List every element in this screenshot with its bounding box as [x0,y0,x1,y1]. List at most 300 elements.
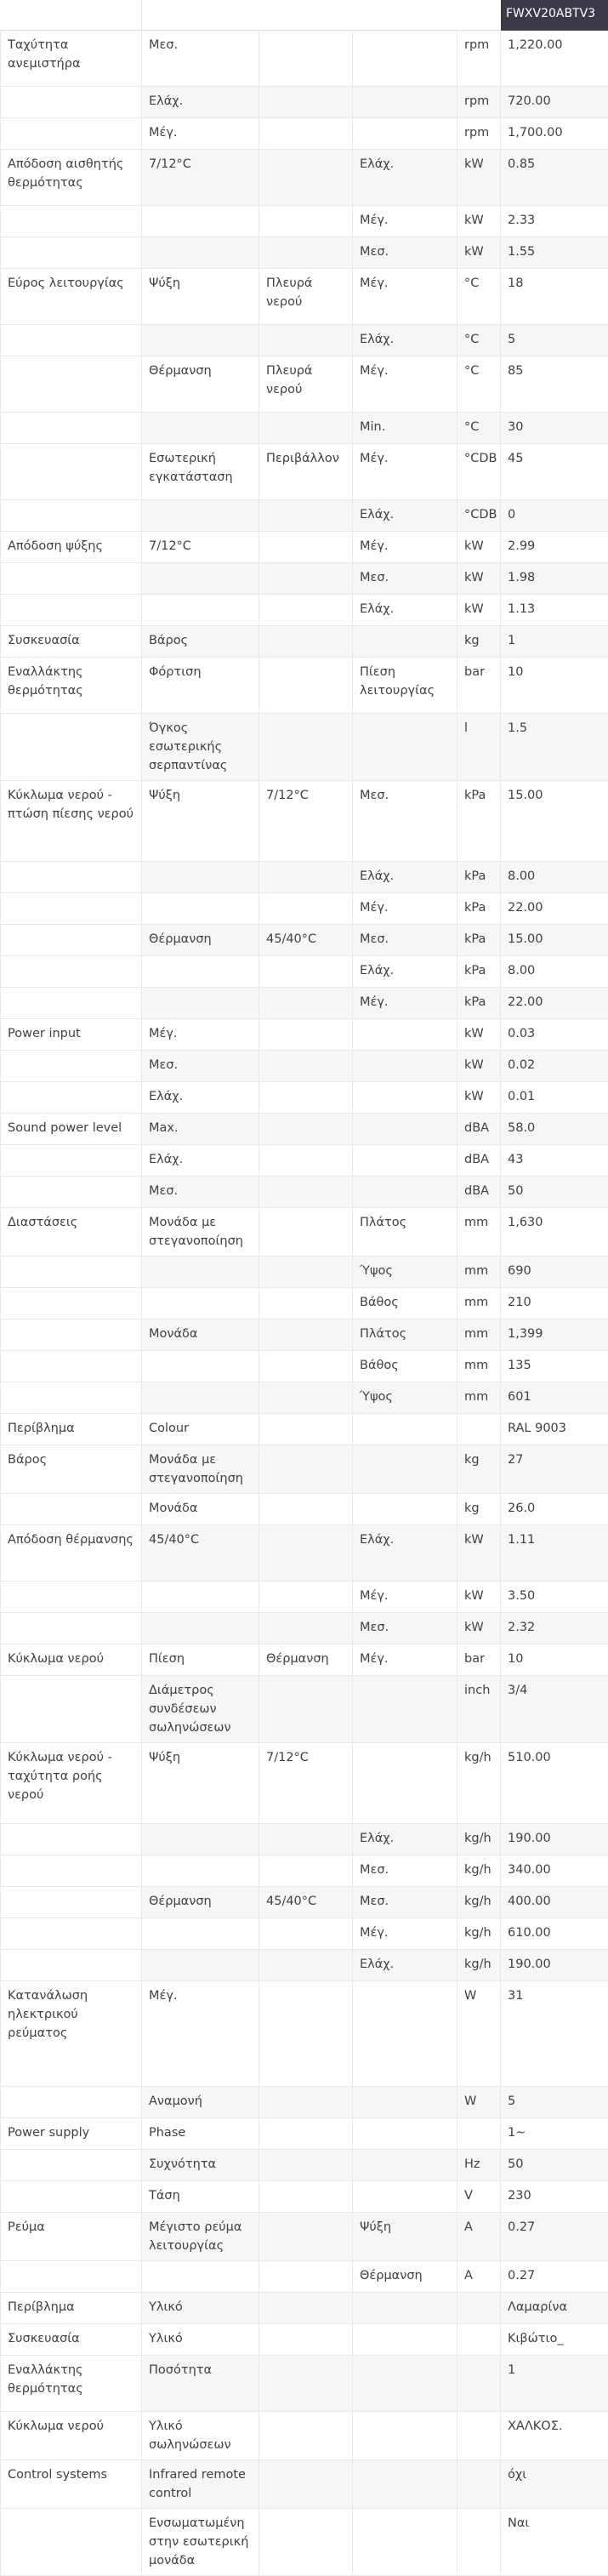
row-qualifier: Ελάχ. [353,862,457,893]
row-label [1,1582,142,1613]
row-label: Συσκευασία [1,2324,142,2356]
row-qualifier [353,2150,457,2181]
row-label: Κύκλωμα νερού - ταχύτητα ροής νερού [1,1743,142,1824]
row-value: 5 [501,325,608,356]
row-label [1,1177,142,1208]
row-qualifier [353,1019,457,1051]
row-label [1,1950,142,1981]
row-condition [259,2412,353,2460]
row-condition [259,206,353,237]
row-qualifier [353,1414,457,1445]
row-unit: mm [457,1382,501,1414]
row-unit: kPa [457,988,501,1019]
row-value: 30 [501,413,608,444]
row-qualifier: Ελάχ. [353,1950,457,1981]
table-row [1,31,608,87]
row-sublabel: Μονάδα [142,1319,259,1351]
row-label [1,862,142,893]
table-row [1,1319,608,1351]
row-value: 720.00 [501,87,608,118]
table-row [1,500,608,532]
row-condition [259,2181,353,2213]
row-condition [259,532,353,563]
table-row [1,1351,608,1382]
row-label: Διαστάσεις [1,1208,142,1257]
row-label [1,1351,142,1382]
row-qualifier: Πίεση λειτουργίας [353,658,457,714]
row-qualifier: Μέγ. [353,1918,457,1950]
row-label: Συσκευασία [1,626,142,658]
row-label [1,1824,142,1855]
row-unit: kW [457,1525,501,1582]
row-label [1,1051,142,1082]
table-row [1,563,608,595]
row-condition [259,2087,353,2118]
row-unit: kg/h [457,1855,501,1887]
row-sublabel: Ψύξη [142,269,259,325]
row-qualifier [353,1177,457,1208]
table-row [1,532,608,563]
row-sublabel: Μεσ. [142,31,259,87]
row-label: Απόδοση αισθητής θερμότητας [1,150,142,206]
row-label [1,206,142,237]
row-qualifier: Μέγ. [353,356,457,413]
row-label [1,1887,142,1918]
row-qualifier: Μέγ. [353,269,457,325]
row-label [1,2150,142,2181]
row-label [1,237,142,269]
row-sublabel: Υλικό σωληνώσεων [142,2412,259,2460]
spec-table-body [1,1,608,2576]
row-condition [259,237,353,269]
row-value: Λαμαρίνα [501,2293,608,2324]
row-sublabel: Ψύξη [142,1743,259,1824]
header-blank-cell [259,1,353,31]
row-value: 0.03 [501,1019,608,1051]
row-qualifier: Μέγ. [353,893,457,925]
row-label: Απόδοση θέρμανσης [1,1525,142,1582]
row-label [1,1288,142,1319]
table-row [1,206,608,237]
row-condition [259,658,353,714]
table-row [1,118,608,150]
row-qualifier [353,2181,457,2213]
header-blank-cell [457,1,501,31]
row-value: 85 [501,356,608,413]
row-label [1,1918,142,1950]
row-unit: Hz [457,2150,501,2181]
row-sublabel [142,595,259,626]
row-unit: °CDB [457,500,501,532]
row-value: 26.0 [501,1494,608,1525]
row-condition [259,956,353,988]
row-sublabel: Εσωτερική εγκατάσταση [142,444,259,500]
row-qualifier: Ψύξη [353,2213,457,2261]
row-label: Control systems [1,2460,142,2509]
header-blank-cell [1,1,142,31]
row-value: 1 [501,2356,608,2412]
row-unit [457,1414,501,1445]
row-label [1,2261,142,2293]
row-label [1,87,142,118]
table-row [1,2181,608,2213]
row-label [1,444,142,500]
row-value: 10 [501,1644,608,1676]
row-label [1,1082,142,1114]
row-value: ΧΑΛΚΟΣ. [501,2412,608,2460]
row-condition [259,893,353,925]
row-unit: A [457,2261,501,2293]
row-qualifier: Ελάχ. [353,956,457,988]
row-sublabel [142,1582,259,1613]
row-sublabel: Θέρμανση [142,1887,259,1918]
row-value: 3.50 [501,1582,608,1613]
row-condition [259,1145,353,1177]
row-label: Sound power level [1,1114,142,1145]
table-row [1,356,608,413]
row-unit: kg/h [457,1743,501,1824]
table-row [1,1981,608,2087]
table-row [1,1824,608,1855]
table-row [1,626,608,658]
row-unit: mm [457,1351,501,1382]
row-condition [259,1177,353,1208]
table-row [1,237,608,269]
table-row [1,87,608,118]
row-value: 510.00 [501,1743,608,1824]
row-sublabel: Αναμονή [142,2087,259,2118]
table-row [1,269,608,325]
row-condition: 7/12°C [259,781,353,862]
table-row [1,988,608,1019]
row-qualifier: Ελάχ. [353,500,457,532]
row-condition: 45/40°C [259,925,353,956]
row-qualifier: Ελάχ. [353,1525,457,1582]
table-row [1,1950,608,1981]
row-unit [457,2356,501,2412]
row-condition [259,626,353,658]
row-unit: kPa [457,925,501,956]
row-value: 58.0 [501,1114,608,1145]
table-row [1,1445,608,1494]
row-qualifier: Μεσ. [353,781,457,862]
row-label: Power supply [1,2118,142,2150]
row-unit: V [457,2181,501,2213]
row-label [1,956,142,988]
table-header-row [1,1,608,31]
row-sublabel [142,1382,259,1414]
table-row [1,925,608,956]
row-value: 190.00 [501,1824,608,1855]
row-qualifier [353,1145,457,1177]
row-sublabel [142,237,259,269]
row-value: 1~ [501,2118,608,2150]
row-sublabel: Φόρτιση [142,658,259,714]
row-condition [259,1082,353,1114]
row-label [1,988,142,1019]
row-sublabel: Colour [142,1414,259,1445]
row-qualifier [353,626,457,658]
row-unit: kW [457,1582,501,1613]
row-value: 31 [501,1981,608,2087]
row-value: 3/4 [501,1676,608,1743]
row-sublabel [142,2261,259,2293]
row-qualifier [353,2118,457,2150]
row-unit: mm [457,1319,501,1351]
row-qualifier [353,1494,457,1525]
row-unit: kW [457,1613,501,1644]
table-row [1,1145,608,1177]
row-value: 5 [501,2087,608,2118]
row-value: 0 [501,500,608,532]
row-condition [259,1855,353,1887]
row-unit: W [457,2087,501,2118]
row-value: 0.02 [501,1051,608,1082]
row-label [1,1855,142,1887]
row-sublabel: Συχνότητα [142,2150,259,2181]
row-condition [259,988,353,1019]
header-blank-cell [353,1,457,31]
row-qualifier [353,2460,457,2509]
row-sublabel [142,1288,259,1319]
row-label: Εναλλάκτης θερμότητας [1,2356,142,2412]
row-qualifier [353,714,457,781]
table-row [1,1208,608,1257]
row-sublabel [142,500,259,532]
row-condition [259,31,353,87]
row-unit: kPa [457,893,501,925]
row-qualifier [353,1743,457,1824]
row-condition [259,2213,353,2261]
row-label [1,500,142,532]
row-sublabel: Ελάχ. [142,1145,259,1177]
row-unit: l [457,714,501,781]
row-sublabel [142,1950,259,1981]
row-qualifier [353,2412,457,2460]
row-value: 45 [501,444,608,500]
row-unit: kW [457,237,501,269]
row-condition [259,2150,353,2181]
row-label: Κύκλωμα νερού [1,1644,142,1676]
row-condition [259,1676,353,1743]
row-condition [259,2293,353,2324]
row-value: 230 [501,2181,608,2213]
row-sublabel: Όγκος εσωτερικής σερπαντίνας [142,714,259,781]
row-value: Ναι [501,2509,608,2576]
row-sublabel [142,1351,259,1382]
table-row [1,1414,608,1445]
row-sublabel [142,893,259,925]
row-label [1,118,142,150]
table-row [1,714,608,781]
row-sublabel: Θέρμανση [142,925,259,956]
row-unit: °C [457,325,501,356]
row-label: Power input [1,1019,142,1051]
row-condition [259,325,353,356]
row-condition [259,150,353,206]
row-unit: mm [457,1208,501,1257]
row-value: 10 [501,658,608,714]
table-row [1,2412,608,2460]
row-qualifier: Πλάτος [353,1208,457,1257]
row-unit: kW [457,563,501,595]
table-row [1,1644,608,1676]
row-sublabel: Μεσ. [142,1177,259,1208]
row-unit: bar [457,1644,501,1676]
row-sublabel: Max. [142,1114,259,1145]
row-unit: °C [457,413,501,444]
row-unit: °CDB [457,444,501,500]
row-sublabel: Πίεση [142,1644,259,1676]
row-label: Περίβλημα [1,2293,142,2324]
row-unit: dBA [457,1145,501,1177]
row-unit: rpm [457,31,501,87]
row-value: 0.01 [501,1082,608,1114]
row-sublabel: Μέγ. [142,118,259,150]
row-value: 8.00 [501,862,608,893]
row-label [1,2181,142,2213]
row-value: 0.27 [501,2213,608,2261]
row-condition: 45/40°C [259,1887,353,1918]
table-row [1,595,608,626]
table-row [1,2118,608,2150]
row-unit: dBA [457,1114,501,1145]
row-label: Ταχύτητα ανεμιστήρα [1,31,142,87]
row-condition [259,2261,353,2293]
table-row [1,893,608,925]
row-value: 43 [501,1145,608,1177]
row-qualifier [353,118,457,150]
row-condition [259,1208,353,1257]
row-condition: Πλευρά νερού [259,269,353,325]
row-label [1,595,142,626]
table-row [1,1082,608,1114]
table-row [1,1382,608,1414]
row-unit: A [457,2213,501,2261]
row-condition [259,1525,353,1582]
row-sublabel [142,325,259,356]
row-unit [457,2118,501,2150]
row-condition [259,1019,353,1051]
row-condition [259,87,353,118]
row-unit: rpm [457,87,501,118]
row-sublabel: 45/40°C [142,1525,259,1582]
row-qualifier [353,1445,457,1494]
table-row [1,1525,608,1582]
row-label [1,1382,142,1414]
table-row [1,658,608,714]
row-condition [259,1351,353,1382]
row-qualifier [353,2356,457,2412]
row-label [1,2509,142,2576]
row-qualifier [353,2324,457,2356]
table-row [1,956,608,988]
table-row [1,150,608,206]
row-qualifier [353,1676,457,1743]
row-condition [259,2460,353,2509]
row-condition [259,2324,353,2356]
row-unit: dBA [457,1177,501,1208]
row-condition [259,1918,353,1950]
row-sublabel: Υλικό [142,2324,259,2356]
row-sublabel: Διάμετρος συνδέσεων σωληνώσεων [142,1676,259,1743]
table-row [1,1114,608,1145]
row-condition [259,413,353,444]
row-qualifier [353,87,457,118]
row-sublabel: Phase [142,2118,259,2150]
row-value: 50 [501,2150,608,2181]
row-qualifier: Βάθος [353,1351,457,1382]
row-value: 15.00 [501,781,608,862]
row-sublabel: Ενσωματωμένη στην εσωτερική μονάδα [142,2509,259,2576]
row-value: RAL 9003 [501,1414,608,1445]
table-row [1,1743,608,1824]
row-sublabel: Μέγ. [142,1019,259,1051]
row-value: όχι [501,2460,608,2509]
row-condition [259,1257,353,1288]
row-condition [259,1319,353,1351]
row-sublabel: Υλικό [142,2293,259,2324]
row-qualifier: Θέρμανση [353,2261,457,2293]
row-label [1,1494,142,1525]
row-qualifier [353,2293,457,2324]
row-sublabel [142,862,259,893]
row-sublabel: Ποσότητα [142,2356,259,2412]
table-row [1,1288,608,1319]
row-qualifier: Πλάτος [353,1319,457,1351]
row-qualifier: Min. [353,413,457,444]
row-condition: Θέρμανση [259,1644,353,1676]
row-qualifier: Ύψος [353,1382,457,1414]
row-sublabel: Ψύξη [142,781,259,862]
row-qualifier [353,1051,457,1082]
row-value: 1,399 [501,1319,608,1351]
row-value: 1.5 [501,714,608,781]
row-unit: °C [457,269,501,325]
row-unit [457,2293,501,2324]
row-label: Εναλλάκτης θερμότητας [1,658,142,714]
row-qualifier [353,2087,457,2118]
row-condition [259,1950,353,1981]
row-unit: kg [457,626,501,658]
row-label [1,413,142,444]
row-label [1,1257,142,1288]
row-value: 2.99 [501,532,608,563]
row-unit: mm [457,1288,501,1319]
row-value: Κιβώτιο_ [501,2324,608,2356]
row-unit: inch [457,1676,501,1743]
table-row [1,2150,608,2181]
row-label [1,925,142,956]
table-row [1,2213,608,2261]
row-qualifier: Μεσ. [353,237,457,269]
row-value: 690 [501,1257,608,1288]
row-condition [259,563,353,595]
row-unit: kW [457,1051,501,1082]
row-sublabel [142,1613,259,1644]
table-row [1,1019,608,1051]
row-condition [259,862,353,893]
row-sublabel [142,1855,259,1887]
model-column-header: FWXV20ABTV3 [501,1,608,31]
row-sublabel: 7/12°C [142,532,259,563]
row-qualifier: Μέγ. [353,206,457,237]
row-value: 18 [501,269,608,325]
row-qualifier [353,31,457,87]
row-condition [259,118,353,150]
table-row [1,1494,608,1525]
row-label: Εύρος λειτουργίας [1,269,142,325]
